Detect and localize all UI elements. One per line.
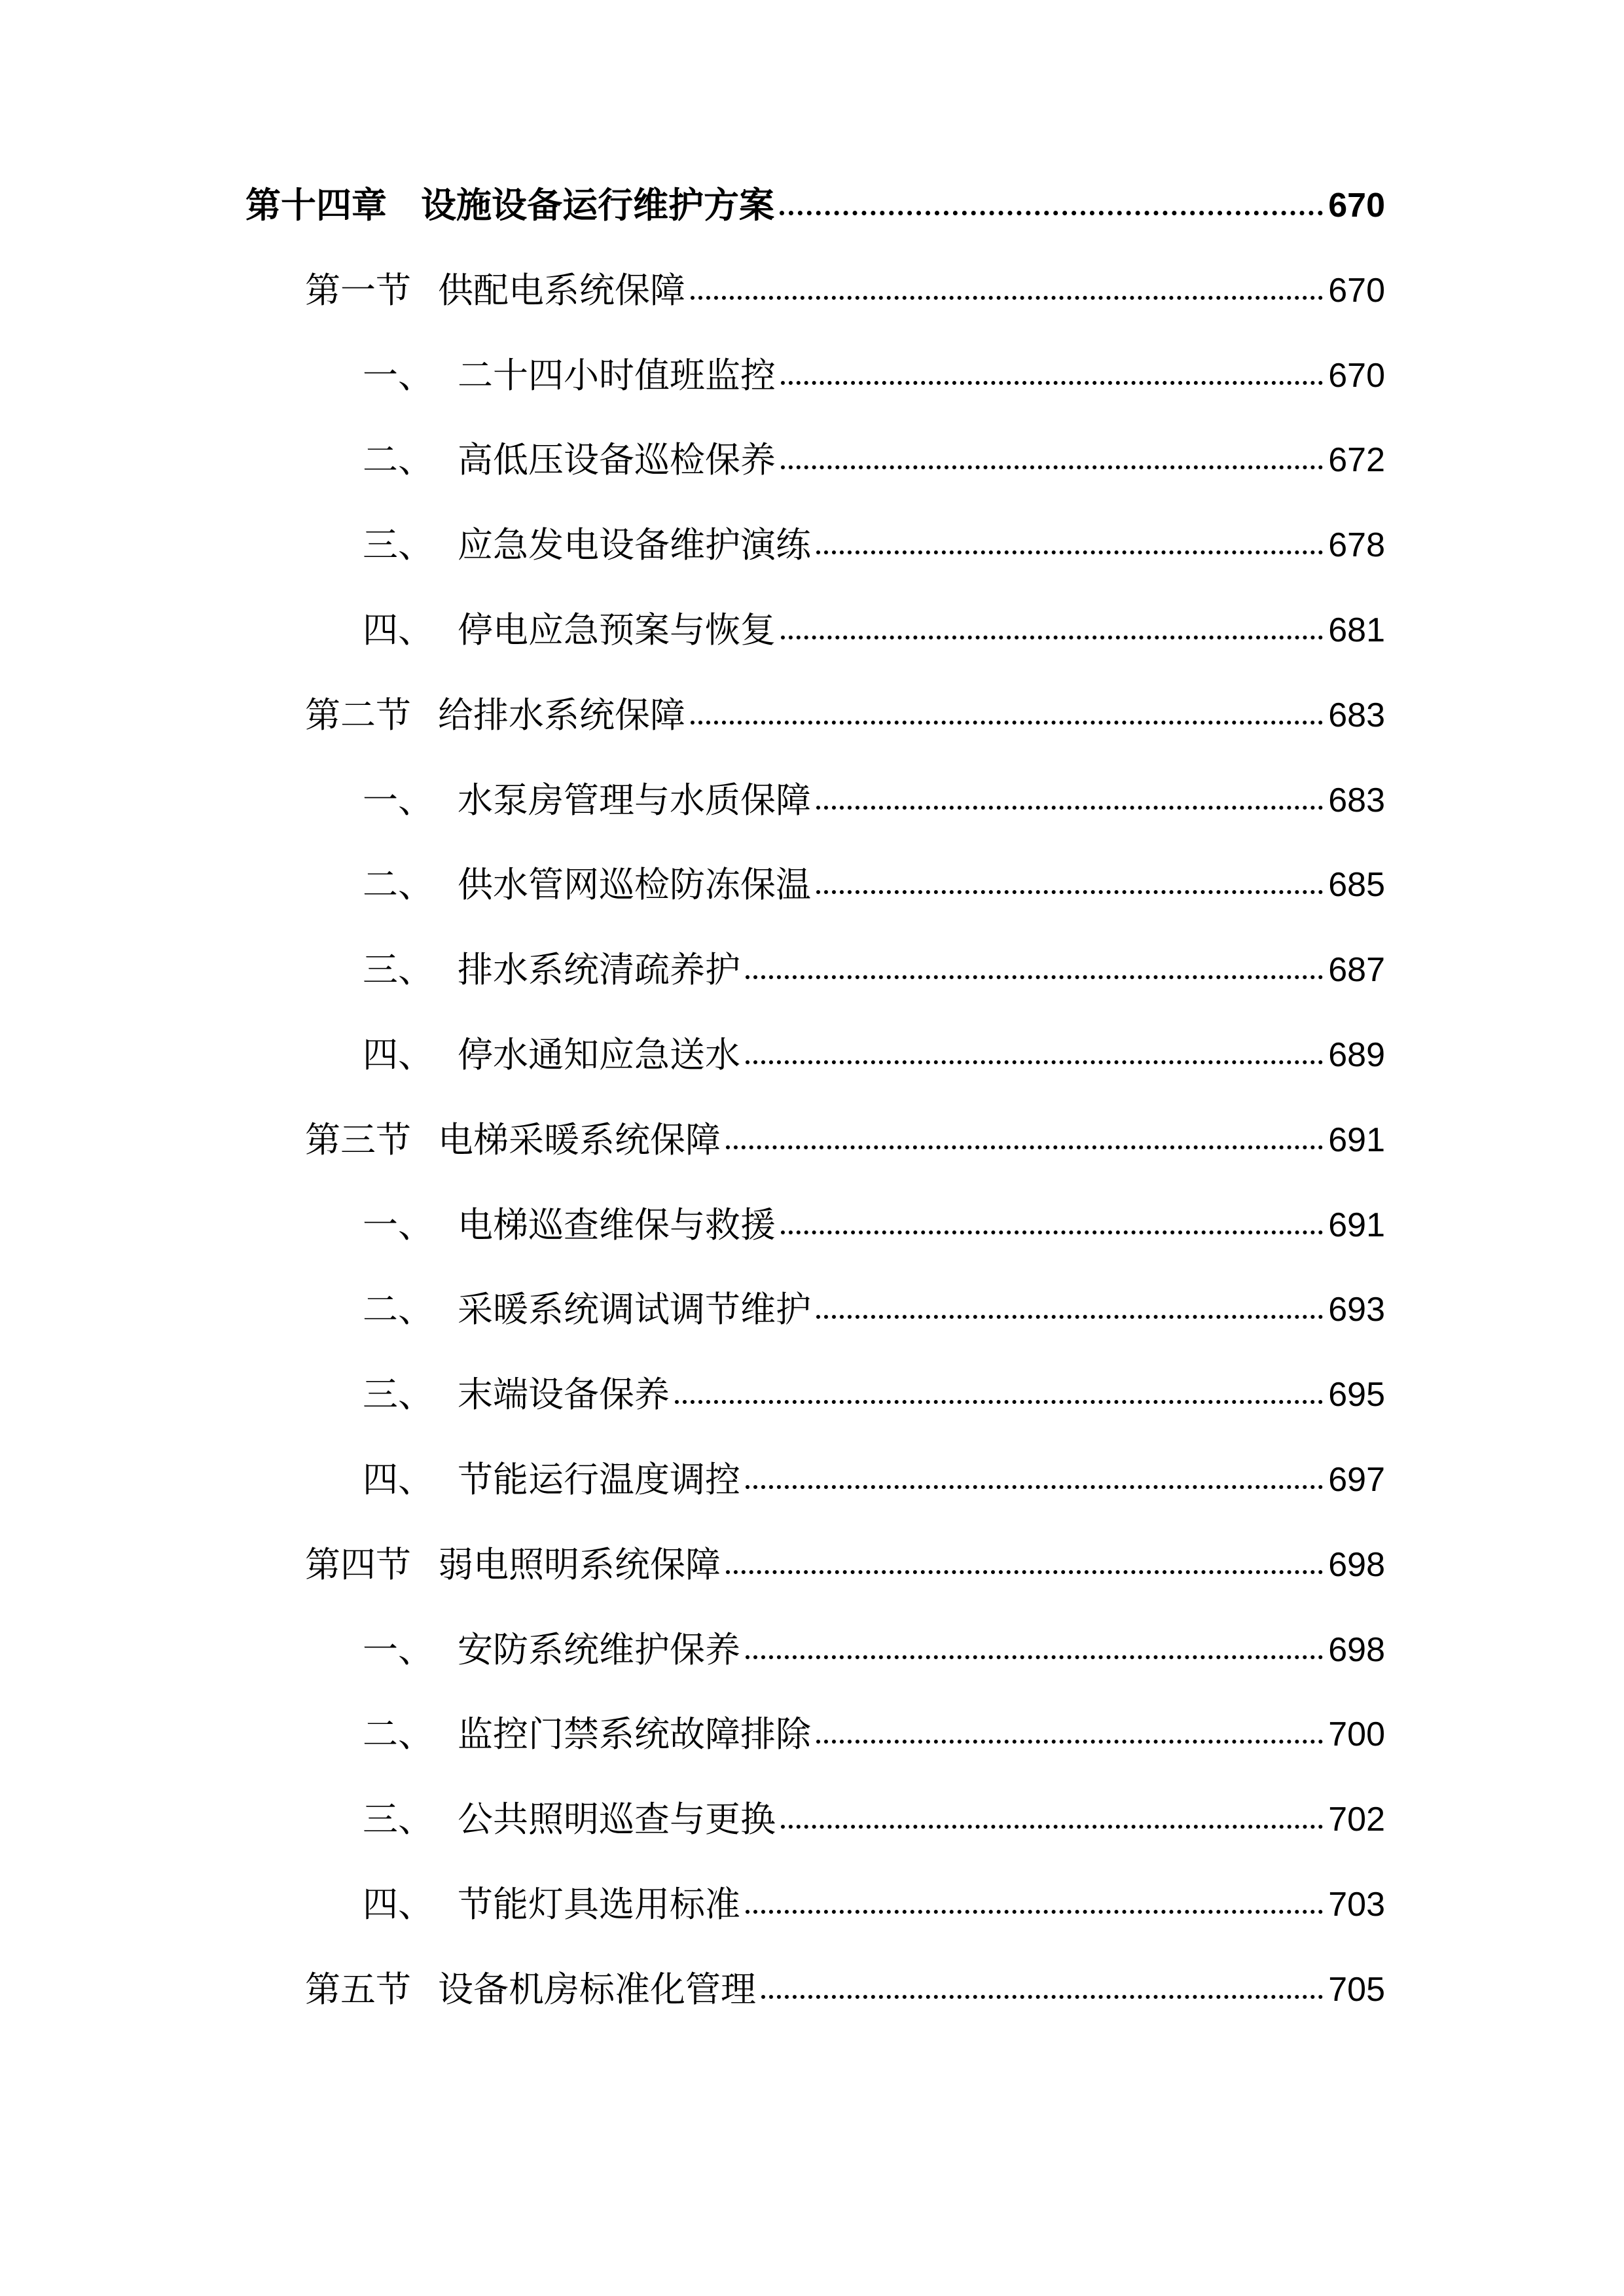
toc-entry-page-number: 698 — [1328, 1545, 1385, 1584]
toc-entry-title: 末端设备保养 — [458, 1374, 670, 1416]
toc-entry-number: 二、 — [363, 439, 433, 481]
toc-entry-number: 二、 — [363, 1289, 433, 1331]
toc-entry-title: 水泵房管理与水质保障 — [458, 779, 811, 821]
toc-entry-title: 安防系统维护保养 — [458, 1628, 740, 1670]
toc-entry-title: 采暖系统调试调节维护 — [458, 1289, 811, 1331]
toc-dot-leader — [816, 550, 1323, 554]
toc-entry-number: 一、 — [363, 1204, 433, 1246]
toc-entry-title: 弱电照明系统保障 — [438, 1543, 721, 1585]
toc-entry-number: 第一节 — [305, 269, 411, 311]
toc-entry-title: 给排水系统保障 — [438, 694, 685, 736]
toc-entry-title: 监控门禁系统故障排除 — [458, 1713, 811, 1755]
toc-subsection-entry[interactable] — [363, 1614, 1385, 1686]
toc-entry-number: 四、 — [363, 609, 433, 651]
toc-subsection-entry[interactable] — [363, 1019, 1385, 1091]
toc-entry-title: 二十四小时值班监控 — [458, 354, 776, 396]
toc-entry-page-number: 700 — [1328, 1715, 1385, 1754]
toc-entry-page-number: 687 — [1328, 951, 1385, 990]
toc-subsection-entry[interactable] — [363, 1444, 1385, 1516]
toc-entry-number: 第十四章 — [245, 185, 387, 226]
toc-entry-title: 节能灯具选用标准 — [458, 1884, 740, 1925]
toc-entry-number: 三、 — [363, 524, 433, 566]
toc-entry-number: 四、 — [363, 1034, 433, 1075]
toc-subsection-entry[interactable] — [363, 849, 1385, 921]
toc-dot-leader — [746, 1060, 1323, 1064]
toc-entry-title: 公共照明巡查与更换 — [458, 1799, 776, 1840]
toc-entry-number: 一、 — [363, 779, 433, 821]
toc-entry-page-number: 672 — [1328, 441, 1385, 480]
toc-chapter-entry[interactable] — [245, 170, 1385, 242]
toc-entry-number: 三、 — [363, 949, 433, 991]
toc-entry-title: 高低压设备巡检保养 — [458, 439, 776, 481]
toc-entry-page-number: 678 — [1328, 526, 1385, 565]
toc-entry-title: 节能运行温度调控 — [458, 1459, 740, 1500]
toc-dot-leader — [726, 1570, 1323, 1574]
toc-dot-leader — [746, 1485, 1323, 1489]
toc-dot-leader — [781, 465, 1323, 469]
toc-subsection-entry[interactable] — [363, 1784, 1385, 1856]
toc-entry-title: 停电应急预案与恢复 — [458, 609, 776, 651]
toc-dot-leader — [816, 806, 1323, 810]
toc-subsection-entry[interactable] — [363, 1189, 1385, 1261]
toc-dot-leader — [761, 1995, 1323, 1999]
toc-section-entry[interactable] — [305, 255, 1385, 327]
toc-entry-title: 设备机房标准化管理 — [438, 1968, 756, 2010]
toc-subsection-entry[interactable] — [363, 1359, 1385, 1431]
toc-entry-title: 设施设备运行维护方案 — [421, 185, 774, 226]
toc-dot-leader — [691, 721, 1323, 725]
toc-subsection-entry[interactable] — [363, 509, 1385, 581]
toc-subsection-entry[interactable] — [363, 594, 1385, 666]
toc-entry-number: 一、 — [363, 354, 433, 396]
toc-entry-page-number: 670 — [1328, 187, 1385, 224]
toc-dot-leader — [781, 1230, 1323, 1234]
toc-entry-title: 排水系统清疏养护 — [458, 949, 740, 991]
toc-entry-title: 停水通知应急送水 — [458, 1034, 740, 1075]
toc-entry-number: 二、 — [363, 1713, 433, 1755]
toc-dot-leader — [675, 1400, 1323, 1404]
toc-entry-page-number: 681 — [1328, 611, 1385, 649]
toc-entry-number: 第二节 — [305, 694, 411, 736]
toc-entry-page-number: 689 — [1328, 1036, 1385, 1074]
toc-entry-page-number: 703 — [1328, 1886, 1385, 1924]
toc-subsection-entry[interactable] — [363, 1869, 1385, 1941]
toc-entry-page-number: 705 — [1328, 1970, 1385, 2009]
toc-subsection-entry[interactable] — [363, 1274, 1385, 1346]
toc-dot-leader — [726, 1145, 1323, 1149]
toc-entry-number: 四、 — [363, 1884, 433, 1925]
toc-entry-page-number: 697 — [1328, 1461, 1385, 1499]
toc-entry-number: 三、 — [363, 1799, 433, 1840]
toc-subsection-entry[interactable] — [363, 1698, 1385, 1770]
toc-dot-leader — [691, 296, 1323, 300]
toc-section-entry[interactable] — [305, 1529, 1385, 1601]
toc-entry-page-number: 683 — [1328, 781, 1385, 819]
toc-entry-number: 二、 — [363, 864, 433, 906]
toc-entry-page-number: 670 — [1328, 271, 1385, 310]
toc-dot-leader — [781, 636, 1323, 639]
toc-subsection-entry[interactable] — [363, 424, 1385, 496]
toc-entry-number: 第五节 — [305, 1968, 411, 2010]
toc-entry-title: 电梯巡查维保与救援 — [458, 1204, 776, 1246]
toc-entry-number: 三、 — [363, 1374, 433, 1416]
toc-dot-leader — [780, 211, 1323, 215]
toc-entry-title: 电梯采暖系统保障 — [438, 1119, 721, 1160]
toc-dot-leader — [746, 1655, 1323, 1659]
toc-dot-leader — [746, 1910, 1323, 1914]
toc-dot-leader — [816, 890, 1323, 894]
toc-entry-number: 第四节 — [305, 1543, 411, 1585]
toc-entry-page-number: 683 — [1328, 696, 1385, 734]
toc-entry-number: 四、 — [363, 1459, 433, 1500]
toc-subsection-entry[interactable] — [363, 764, 1385, 836]
toc-dot-leader — [816, 1315, 1323, 1319]
toc-subsection-entry[interactable] — [363, 934, 1385, 1006]
toc-entry-number: 第三节 — [305, 1119, 411, 1160]
toc-entry-page-number: 670 — [1328, 356, 1385, 395]
toc-section-entry[interactable] — [305, 1954, 1385, 2026]
toc-entry-number: 一、 — [363, 1628, 433, 1670]
toc-subsection-entry[interactable] — [363, 340, 1385, 412]
toc-section-entry[interactable] — [305, 1104, 1385, 1176]
toc-entry-page-number: 685 — [1328, 866, 1385, 905]
toc-dot-leader — [816, 1740, 1323, 1744]
toc-entry-page-number: 691 — [1328, 1121, 1385, 1159]
toc-entry-page-number: 698 — [1328, 1630, 1385, 1669]
toc-entry-title: 应急发电设备维护演练 — [458, 524, 811, 566]
toc-entry-title: 供配电系统保障 — [438, 269, 685, 311]
toc-entry-page-number: 695 — [1328, 1376, 1385, 1414]
toc-section-entry[interactable] — [305, 679, 1385, 751]
toc-dot-leader — [781, 381, 1323, 385]
toc-entry-page-number: 702 — [1328, 1801, 1385, 1839]
toc-entry-page-number: 693 — [1328, 1291, 1385, 1329]
toc-dot-leader — [781, 1825, 1323, 1829]
toc-entry-title: 供水管网巡检防冻保温 — [458, 864, 811, 906]
toc-entry-page-number: 691 — [1328, 1206, 1385, 1244]
toc-dot-leader — [746, 975, 1323, 979]
